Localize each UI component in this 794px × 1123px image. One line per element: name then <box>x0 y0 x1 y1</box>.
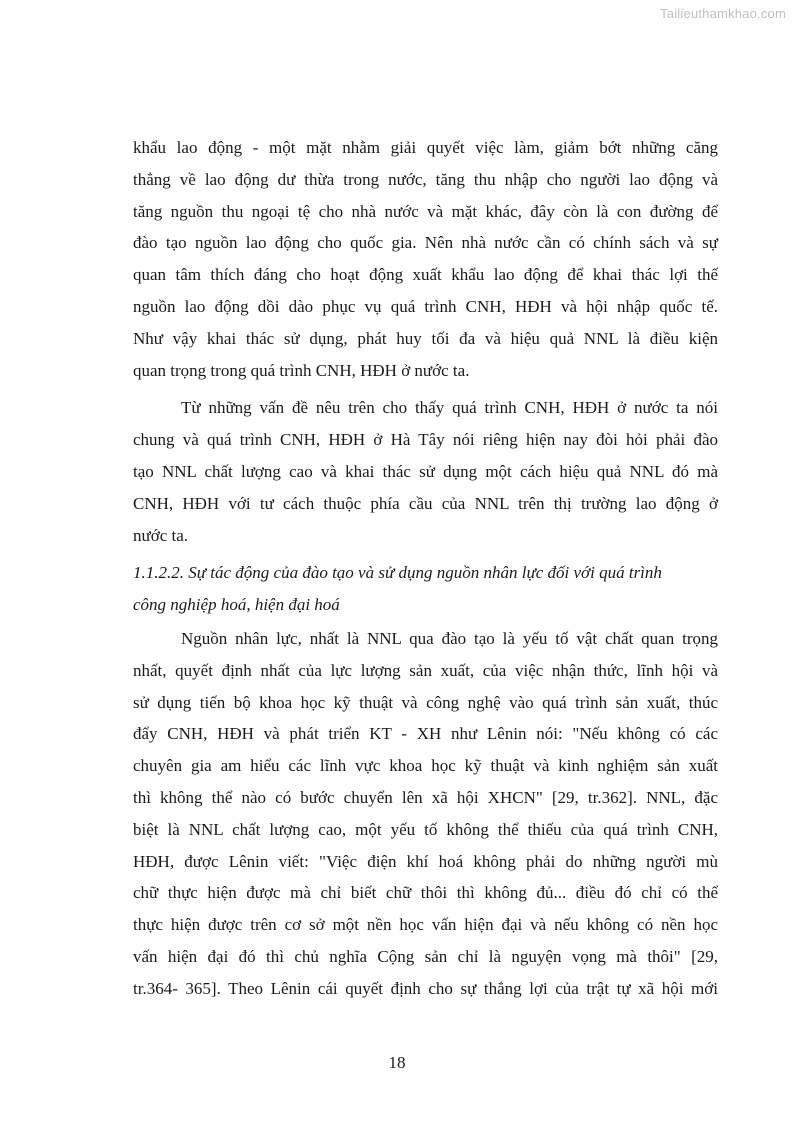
text-line: khẩu lao động - một mặt nhằm giải quyết việc làm, giảm bớt những căng <box>133 138 718 157</box>
section-heading <box>133 557 718 621</box>
text-line: Nguồn nhân lực, nhất là NNL qua đào tạo là yếu tố vật chất quan trọng <box>181 628 718 648</box>
heading-line: công nghiệp hoá, hiện đại hoá <box>133 595 340 615</box>
text-line: biệt là NNL chất lượng cao, một yếu tố không thể thiếu của quá trình CNH, <box>133 819 718 839</box>
text-line: thẳng về lao động dư thừa trong nước, tăng thu nhập cho người lao động và <box>133 169 718 189</box>
paragraph-2 <box>133 392 718 551</box>
text-line: tr.364- 365]. Theo Lênin cái quyết định cho sự thắng lợi của trật tự xã hội mới <box>133 978 718 998</box>
text-line: tăng nguồn thu ngoại tệ cho nhà nước và mặt khác, đây còn là con đường để <box>133 201 718 221</box>
page-number: 18 <box>388 1053 406 1072</box>
text-line: thì không thể nào có bước chuyển lên xã hội XHCN" [29, tr.362]. NNL, đặc <box>133 787 718 807</box>
text-line: thực hiện được trên cơ sở một nền học vấn hiện đại và nếu không có nền học <box>133 915 718 935</box>
text-line: Như vậy khai thác sử dụng, phát huy tối đa và hiệu quả NNL là điều kiện <box>133 328 718 348</box>
text-line: sử dụng tiến bộ khoa học kỹ thuật và công nghệ vào quá trình sản xuất, thúc <box>133 692 718 712</box>
text-line: nhất, quyết định nhất của lực lượng sản xuất, của việc nhận thức, lĩnh hội và <box>133 660 718 680</box>
text-line: nguồn lao động dồi dào phục vụ quá trình CNH, HĐH và hội nhập quốc tế. <box>133 296 718 316</box>
text-line: nước ta. <box>133 525 189 545</box>
watermark: Tailieuthamkhao.com <box>660 6 786 21</box>
text-line: chữ thực hiện được mà chỉ biết chữ thôi thì không đủ... điều đó chỉ có thể <box>133 883 718 903</box>
paragraph-1 <box>133 132 718 386</box>
page-body <box>133 132 718 1005</box>
text-line: tạo NNL chất lượng cao và khai thác sử dụng một cách hiệu quả NNL đó mà <box>133 461 718 481</box>
text-line: CNH, HĐH với tư cách thuộc phía cầu của NNL trên thị trường lao động ở <box>133 493 718 513</box>
text-line: chung và quá trình CNH, HĐH ở Hà Tây nói riêng hiện nay đòi hỏi phải đào <box>133 430 718 450</box>
heading-line: 1.1.2.2. Sự tác động của đào tạo và sử dụng nguồn nhân lực đối với quá trình <box>133 563 662 583</box>
text-line: đẩy CNH, HĐH và phát triển KT - XH như Lênin nói: "Nếu không có các <box>133 724 718 744</box>
text-line: vấn hiện đại đó thì chủ nghĩa Cộng sản chỉ là nguyện vọng mà thôi" [29, <box>133 946 718 966</box>
text-line: HĐH, được Lênin viết: "Việc điện khí hoá không phải do những người mù <box>133 851 718 871</box>
text-line: chuyên gia am hiểu các lĩnh vực khoa học kỹ thuật và kinh nghiệm sản xuất <box>133 756 718 776</box>
text-line: Từ những vấn đề nêu trên cho thấy quá trình CNH, HĐH ở nước ta nói <box>181 398 718 418</box>
paragraph-3 <box>133 623 718 1005</box>
text-line: quan trọng trong quá trình CNH, HĐH ở nước ta. <box>133 360 470 380</box>
text-line: đào tạo nguồn lao động cho quốc gia. Nên nhà nước cần có chính sách và sự <box>133 233 718 253</box>
text-line: quan tâm thích đáng cho hoạt động xuất khẩu lao động để khai thác lợi thế <box>133 265 718 285</box>
